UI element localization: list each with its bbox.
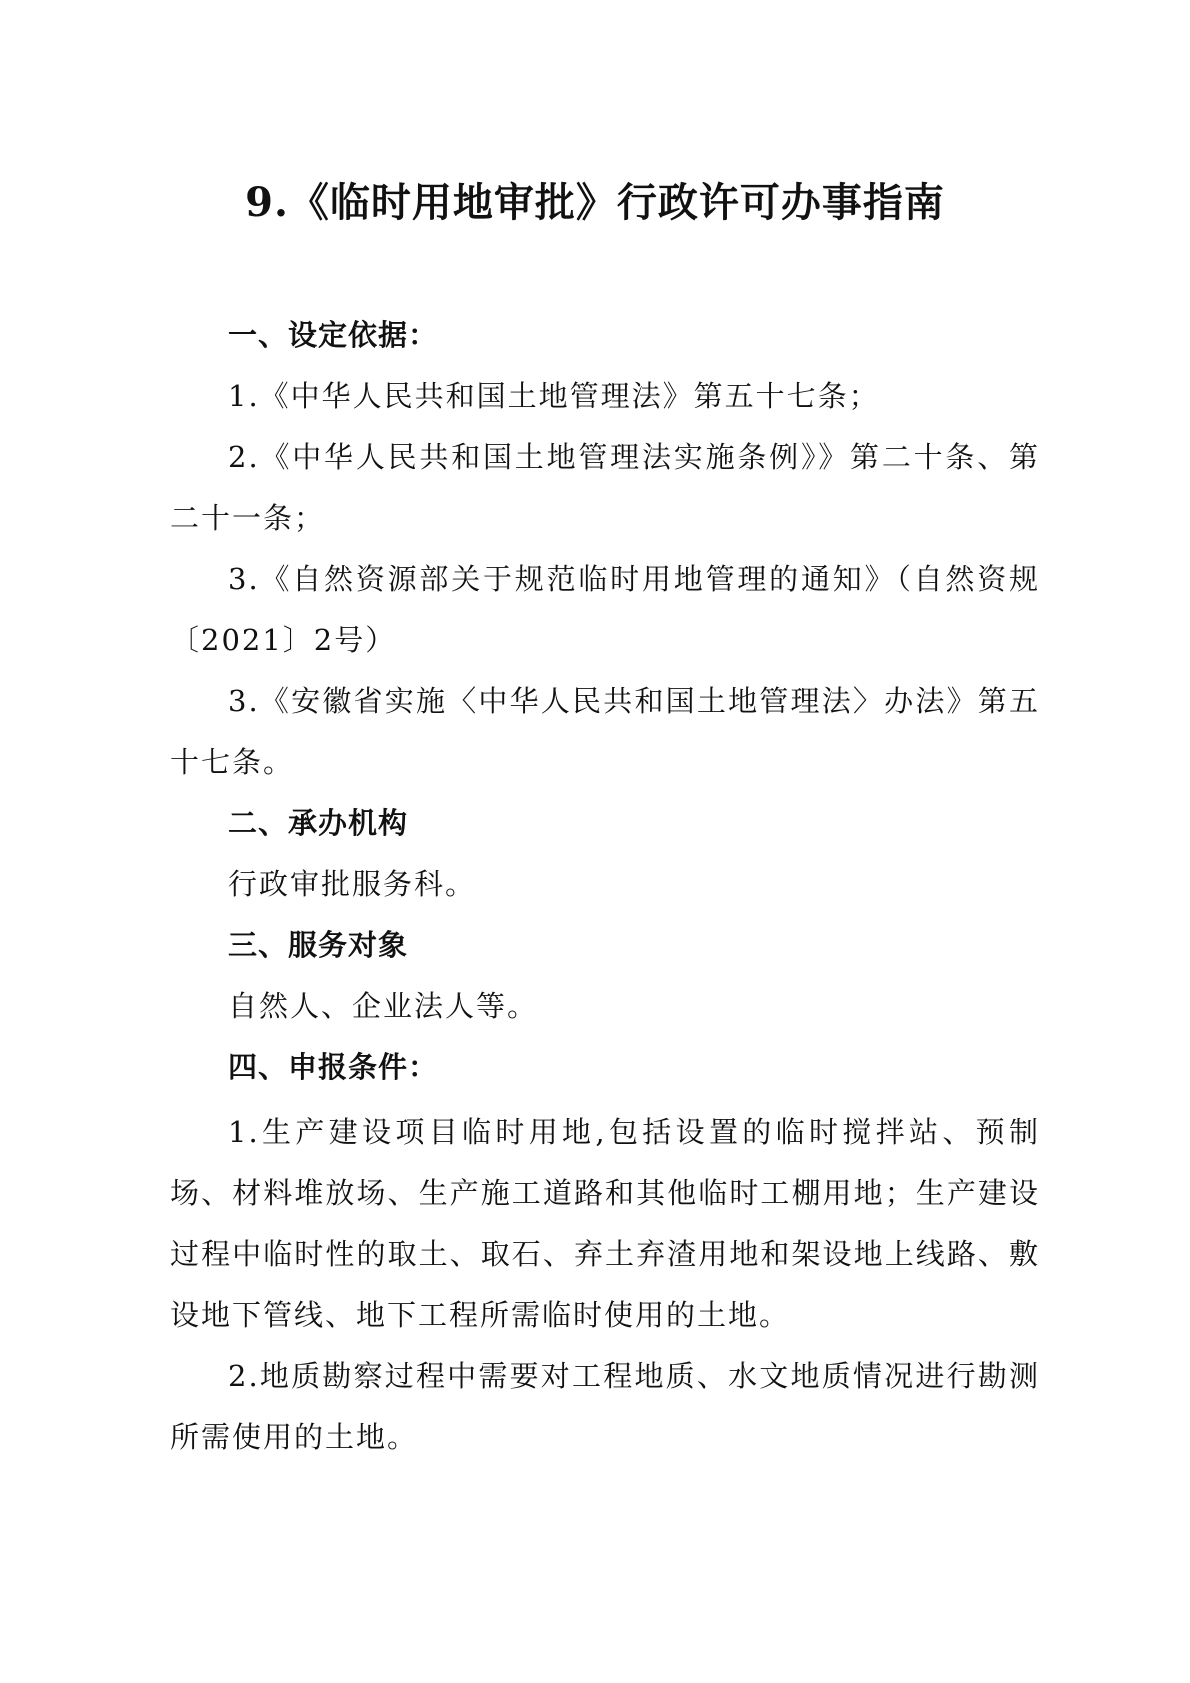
- basis-item: 1.《中华人民共和国土地管理法》第五十七条；: [228, 379, 880, 413]
- basis-item: 3.《自然资源部关于规范临时用地管理的通知》（自然资规〔2021〕2号）: [170, 562, 1040, 657]
- document-body: [170, 305, 1040, 1468]
- section-heading-audience: 三、服务对象: [228, 928, 409, 962]
- condition-item: 1.生产建设项目临时用地,包括设置的临时搅拌站、预制场、材料堆放场、生产施工道路和其他临时工棚用地；生产建设过程中临时性的取土、取石、弃土弃渣用地和架设地上线路、敷设地下管线、地下工程所需临时使用的土地。: [170, 1115, 1040, 1332]
- document-title: 9.《临时用地审批》行政许可办事指南: [245, 179, 945, 226]
- basis-item: 2.《中华人民共和国土地管理法实施条例》》第二十条、第二十一条；: [170, 440, 1040, 535]
- condition-item: 2.地质勘察过程中需要对工程地质、水文地质情况进行勘测所需使用的土地。: [170, 1359, 1040, 1454]
- section-heading-conditions: 四、申报条件：: [228, 1050, 439, 1084]
- audience-text: 自然人、企业法人等。: [228, 989, 539, 1023]
- basis-item: 3.《安徽省实施〈中华人民共和国土地管理法〉办法》第五十七条。: [170, 684, 1040, 779]
- section-heading-basis: 一、设定依据：: [228, 318, 439, 352]
- section-heading-agency: 二、承办机构: [228, 806, 409, 840]
- agency-text: 行政审批服务科。: [228, 867, 477, 901]
